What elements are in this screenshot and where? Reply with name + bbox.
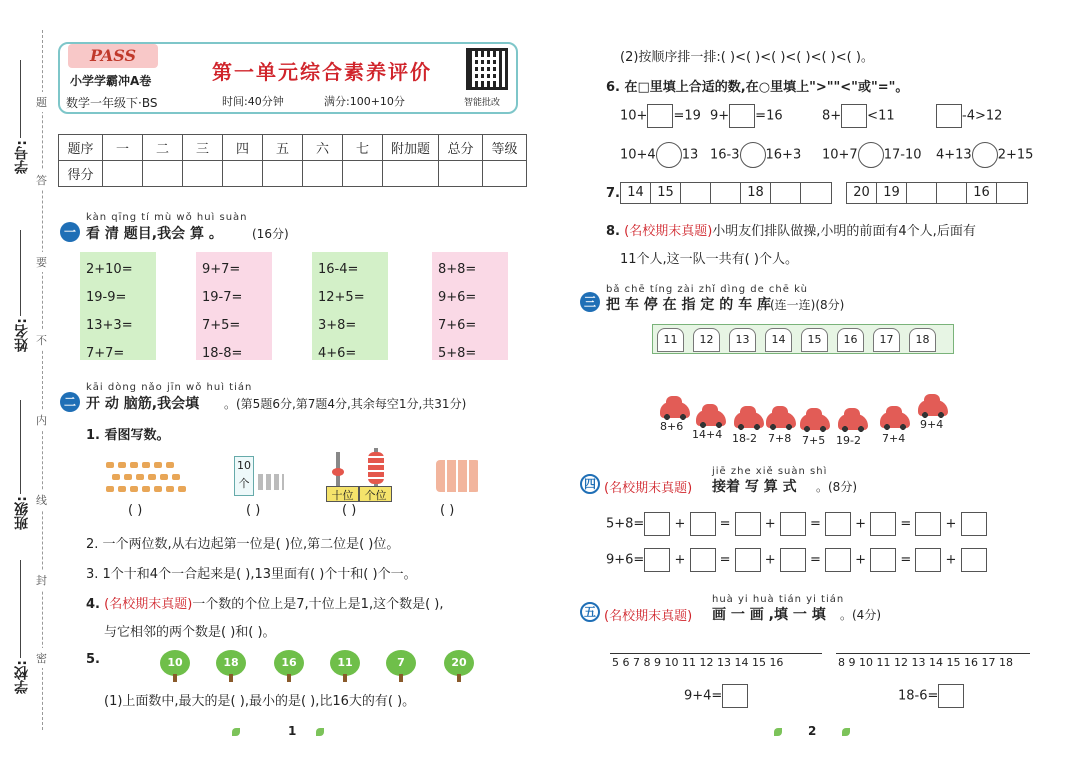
q1-blank[interactable]: ( ) (128, 503, 143, 518)
abacus-base (326, 486, 392, 502)
strip-cell[interactable] (937, 183, 967, 203)
car-icon[interactable] (734, 412, 764, 428)
car-icon[interactable] (696, 410, 726, 426)
sec5-tag: (名校期末真题) (604, 609, 693, 624)
q6-item[interactable]: 8+ <11 (822, 104, 895, 128)
calc-item[interactable]: 12+5= (318, 290, 365, 305)
calc-item[interactable]: 18-8= (202, 346, 243, 361)
seal-char: 题 (36, 92, 47, 112)
table-cell: 二 (143, 135, 183, 161)
calc-item[interactable]: 16-4= (318, 262, 359, 277)
table-cell: 题序 (59, 135, 103, 161)
qr-code-icon[interactable] (466, 48, 508, 90)
cube-picture (258, 474, 284, 490)
sec5-title: 画 一 画 ,填 一 填 (712, 607, 826, 623)
number-strip (846, 182, 1028, 204)
school-label: 学校: (14, 660, 30, 694)
sec3-pinyin: bǎ chē tíng zài zhǐ dìng de chē kù (606, 284, 808, 295)
answer-box[interactable] (915, 512, 941, 536)
sec3-points: 。(连一连)(8分) (758, 298, 845, 312)
q4-text-cont[interactable]: 与它相邻的两个数是( )和( )。 (104, 625, 276, 640)
calc-item[interactable]: 19-7= (202, 290, 243, 305)
number-line[interactable] (836, 640, 1030, 654)
table-cell: 总分 (439, 135, 483, 161)
sec2-number: 二 (60, 392, 80, 412)
answer-box[interactable] (729, 104, 755, 128)
abacus-bead (332, 468, 344, 476)
garage-slot[interactable]: 12 (693, 328, 720, 352)
car-icon[interactable] (766, 412, 796, 428)
calc-card (432, 252, 508, 360)
car-label: 14+4 (692, 428, 723, 441)
sec5-points: 。(4分) (840, 608, 881, 622)
q1-blank[interactable]: ( ) (440, 503, 455, 518)
answer-box[interactable] (690, 512, 716, 536)
table-cell: 等级 (483, 135, 527, 161)
series-name: 小学学霸冲A卷 (70, 74, 152, 88)
calc-item[interactable]: 7+5= (202, 318, 241, 333)
calc-item[interactable]: 5+8= (438, 346, 477, 361)
sec1-title: 看 清 题目,我会 算 。 (86, 226, 223, 242)
number-line-labels: 5 6 7 8 9 10 11 12 13 14 15 16 (612, 656, 784, 669)
answer-box[interactable] (735, 548, 761, 572)
answer-box[interactable] (780, 548, 806, 572)
tens-label: 十位 (326, 486, 359, 502)
strip-cell[interactable] (681, 183, 711, 203)
pass-logo: PASS (68, 44, 158, 68)
number-line-labels: 8 9 10 11 12 13 14 15 16 17 18 (838, 656, 1013, 669)
score-cell[interactable] (223, 161, 263, 187)
score-cell[interactable] (143, 161, 183, 187)
number-line[interactable] (610, 640, 822, 654)
score-table (58, 134, 527, 187)
answer-box[interactable] (870, 548, 896, 572)
strip-cell: 15 (651, 183, 681, 203)
calc-item[interactable]: 7+7= (86, 346, 125, 361)
tree-number: 20 (444, 650, 474, 676)
compare-circle[interactable] (972, 142, 998, 168)
strip-cell[interactable] (711, 183, 741, 203)
strip-cell[interactable] (801, 183, 831, 203)
compare-circle[interactable] (740, 142, 766, 168)
seal-char: 要 (36, 252, 47, 272)
q3-text[interactable]: 3. 1个十和4个一合起来是( ),13里面有( )个十和( )个一。 (86, 567, 417, 582)
sec4-number: 四 (580, 474, 600, 494)
sprout-icon (316, 728, 324, 736)
answer-box[interactable] (644, 548, 670, 572)
score-cell[interactable] (303, 161, 343, 187)
table-cell: 附加题 (383, 135, 439, 161)
page-number: 2 (808, 724, 817, 738)
q6-item[interactable]: 10+ =19 (620, 104, 701, 128)
answer-box[interactable] (961, 548, 987, 572)
name-label: 姓名: (14, 318, 30, 352)
sec3-title: 把 车 停 在 指 定 的 车 库 (606, 297, 771, 313)
sec5-pinyin: huà yi huà tián yi tián (712, 594, 845, 605)
calc-item[interactable]: 3+8= (318, 318, 357, 333)
answer-box[interactable] (825, 548, 851, 572)
car-icon[interactable] (880, 412, 910, 428)
score-cell[interactable] (483, 161, 527, 187)
q1-blank[interactable]: ( ) (246, 503, 261, 518)
q5-1-text[interactable]: (1)上面数中,最大的是( ),最小的是( ),比16大的有( )。 (104, 694, 416, 709)
class-label: 班级: (14, 496, 30, 530)
page-title: 第一单元综合素养评价 (212, 60, 432, 84)
sec1-pinyin: kàn qīng tí mù wǒ huì suàn (86, 212, 248, 223)
page-number: 1 (288, 724, 297, 738)
car-label: 8+6 (660, 420, 684, 433)
seal-char: 不 (36, 330, 47, 350)
strip-cell: 16 (967, 183, 997, 203)
q5-label: 5. (86, 652, 100, 667)
sec1-number: 一 (60, 222, 80, 242)
car-icon[interactable] (838, 414, 868, 430)
q4-text[interactable]: 4. (名校期末真题)一个数的个位上是7,十位上是1,这个数是( ), (86, 597, 444, 612)
strip-cell[interactable] (997, 183, 1027, 203)
q8-tag: (名校期末真题) (624, 224, 713, 239)
sec4-title: 接着 写 算 式 (712, 479, 797, 495)
calc-item[interactable]: 9+7= (202, 262, 241, 277)
score-cell[interactable] (263, 161, 303, 187)
garage-slot[interactable]: 14 (765, 328, 792, 352)
calc-card (312, 252, 388, 360)
calc-item[interactable]: 19-9= (86, 290, 127, 305)
car-label: 7+4 (882, 432, 906, 445)
answer-box[interactable] (735, 512, 761, 536)
q5-2-text[interactable]: (2)按顺序排一排:( )<( )<( )<( )<( )<( )。 (620, 50, 874, 65)
table-row (59, 161, 527, 187)
answer-box[interactable] (936, 104, 962, 128)
full-score: 满分:100+10分 (324, 95, 405, 108)
car-label: 7+5 (802, 434, 826, 447)
student-id-line (20, 60, 21, 138)
answer-box[interactable] (690, 548, 716, 572)
calc-item[interactable]: 9+6= (438, 290, 477, 305)
strip-cell: 18 (741, 183, 771, 203)
strip-cell[interactable] (907, 183, 937, 203)
answer-box[interactable] (841, 104, 867, 128)
garage (652, 324, 954, 354)
tree-number: 16 (274, 650, 304, 676)
garage-slot[interactable]: 16 (837, 328, 864, 352)
sec5-number: 五 (580, 602, 600, 622)
car-icon[interactable] (800, 414, 830, 430)
q7-label: 7. (606, 186, 620, 201)
student-id-label: 学号: (14, 140, 30, 174)
table-cell: 三 (183, 135, 223, 161)
answer-box[interactable] (722, 684, 748, 708)
time-limit: 时间:40分钟 (222, 95, 284, 108)
compare-circle[interactable] (858, 142, 884, 168)
sec3-number: 三 (580, 292, 600, 312)
seal-char: 封 (36, 570, 47, 590)
school-line (20, 560, 21, 658)
answer-box[interactable] (961, 512, 987, 536)
score-cell[interactable] (383, 161, 439, 187)
abacus-beads (368, 452, 384, 484)
sequence-row[interactable]: 9+6= + = + = + = + (606, 548, 987, 572)
ruler-equation[interactable]: 18-6= (898, 684, 964, 708)
table-row (59, 135, 527, 161)
class-line (20, 400, 21, 494)
tree-number: 10 (160, 650, 190, 676)
sprout-icon (774, 728, 782, 736)
garage-slot[interactable]: 18 (909, 328, 936, 352)
sec1-points: (16分) (252, 227, 289, 241)
answer-box[interactable] (644, 512, 670, 536)
ones-label: 个位 (359, 486, 392, 502)
score-cell[interactable] (343, 161, 383, 187)
garage-slot[interactable]: 13 (729, 328, 756, 352)
score-cell[interactable] (103, 161, 143, 187)
sec4-points: 。(8分) (816, 480, 857, 494)
sticks-bundle-picture (436, 460, 480, 492)
seal-char: 内 (36, 410, 47, 430)
q4-body: 一个数的个位上是7,十位上是1,这个数是( ), (192, 597, 444, 612)
calc-item[interactable]: 8+8= (438, 262, 477, 277)
car-icon[interactable] (918, 400, 948, 416)
compare-circle[interactable] (656, 142, 682, 168)
car-label: 18-2 (732, 432, 757, 445)
q6-compare[interactable]: 16-3 16+3 (710, 142, 801, 168)
name-line (20, 230, 21, 316)
strip-cell[interactable] (771, 183, 801, 203)
calc-item[interactable]: 7+6= (438, 318, 477, 333)
tree-number: 7 (386, 650, 416, 676)
q6-compare[interactable]: 4+13 2+15 (936, 142, 1033, 168)
sec4-pinyin: jiē zhe xiě suàn shì (712, 466, 828, 477)
answer-box[interactable] (938, 684, 964, 708)
ruler-equation[interactable]: 9+4= (684, 684, 748, 708)
car-icon[interactable] (660, 402, 690, 418)
sec2-points: 。(第5题6分,第7题4分,其余每空1分,共31分) (224, 397, 467, 411)
calc-item[interactable]: 13+3= (86, 318, 133, 333)
sequence-row[interactable]: 5+8= + = + = + = + (606, 512, 987, 536)
ten-block-number: 10 (237, 459, 251, 472)
table-cell: 六 (303, 135, 343, 161)
seal-char: 密 (36, 648, 47, 668)
table-cell: 得分 (59, 161, 103, 187)
garage-slot[interactable]: 11 (657, 328, 684, 352)
number-strip (620, 182, 832, 204)
garage-slot[interactable]: 17 (873, 328, 900, 352)
sprout-icon (842, 728, 850, 736)
sec4-tag: (名校期末真题) (604, 481, 693, 496)
q2-text[interactable]: 2. 一个两位数,从右边起第一位是( )位,第二位是( )位。 (86, 537, 400, 552)
answer-box[interactable] (647, 104, 673, 128)
car-label: 9+4 (920, 418, 944, 431)
q8-text[interactable]: 8. (名校期末真题)小明友们排队做操,小明的前面有4个人,后面有 (606, 224, 976, 239)
q6-title: 6. 在□里填上合适的数,在○里填上">""<"或"="。 (606, 80, 909, 95)
ten-block-picture (234, 456, 254, 496)
calc-item[interactable]: 4+6= (318, 346, 357, 361)
binding-dashed-line (42, 30, 43, 730)
q1-text: 1. 看图写数。 (86, 428, 170, 443)
calc-card (196, 252, 272, 360)
strip-cell: 19 (877, 183, 907, 203)
calc-card (80, 252, 156, 360)
seal-char: 答 (36, 170, 47, 190)
qr-label: 智能批改 (464, 98, 501, 108)
answer-box[interactable] (915, 548, 941, 572)
q6-item[interactable]: 9+ =16 (710, 104, 783, 128)
tree-number: 18 (216, 650, 246, 676)
car-label: 19-2 (836, 434, 861, 447)
q4-tag: (名校期末真题) (104, 597, 193, 612)
strip-cell: 14 (621, 183, 651, 203)
strip-cell: 20 (847, 183, 877, 203)
answer-box[interactable] (780, 512, 806, 536)
answer-box[interactable] (825, 512, 851, 536)
table-cell: 一 (103, 135, 143, 161)
tree-number: 11 (330, 650, 360, 676)
q6-compare[interactable]: 10+7 17-10 (822, 142, 922, 168)
sprout-icon (232, 728, 240, 736)
score-cell[interactable] (183, 161, 223, 187)
table-cell: 七 (343, 135, 383, 161)
calc-item[interactable]: 2+10= (86, 262, 133, 277)
table-cell: 四 (223, 135, 263, 161)
seal-char: 线 (36, 490, 47, 510)
q6-item[interactable]: -4>12 (936, 104, 1002, 128)
car-label: 7+8 (768, 432, 792, 445)
table-cell: 五 (263, 135, 303, 161)
q6-compare[interactable]: 10+4 13 (620, 142, 698, 168)
sec2-title: 开 动 脑筋,我会填 (86, 396, 200, 412)
ten-block-unit: 个 (238, 477, 250, 490)
score-cell[interactable] (439, 161, 483, 187)
answer-box[interactable] (870, 512, 896, 536)
grade-label: 数学一年级下·BS (66, 96, 158, 110)
sec2-pinyin: kāi dòng nǎo jīn wǒ huì tián (86, 382, 253, 393)
garage-slot[interactable]: 15 (801, 328, 828, 352)
q8-text-cont[interactable]: 11个人,这一队一共有( )个人。 (620, 252, 798, 267)
q1-blank[interactable]: ( ) (342, 503, 357, 518)
